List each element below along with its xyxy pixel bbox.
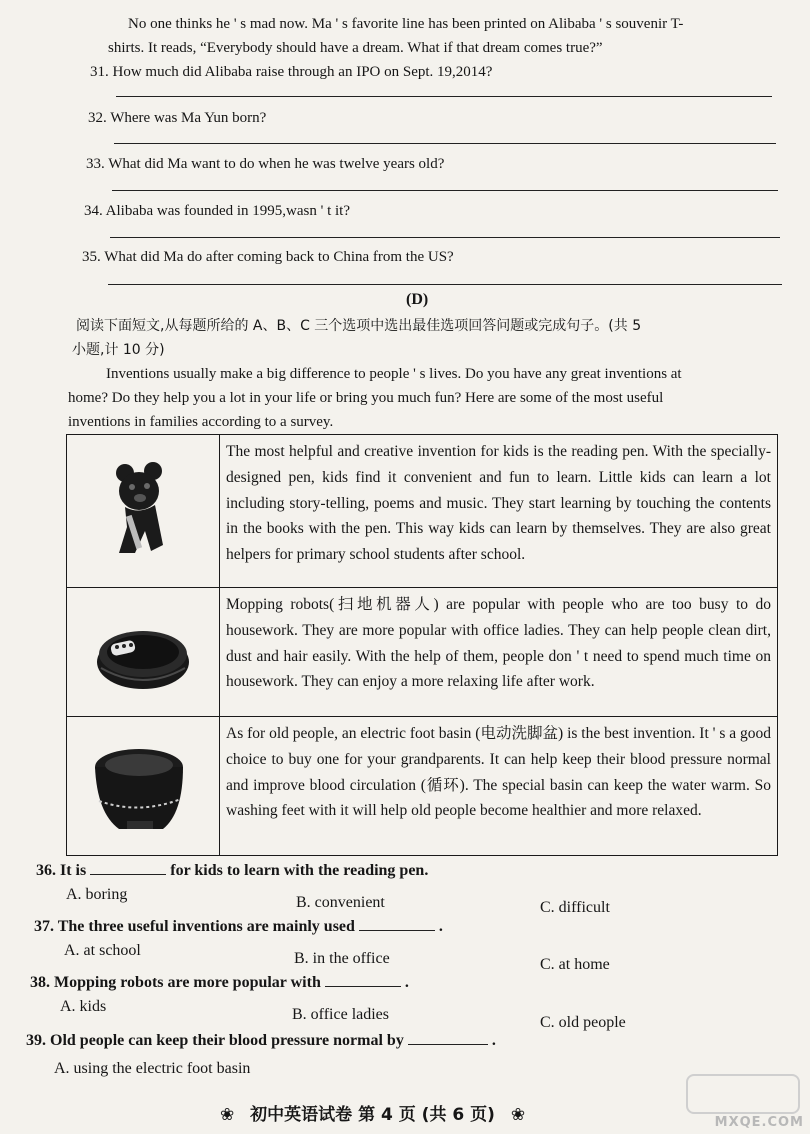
question-36-blank[interactable] — [90, 860, 166, 875]
option-36-b[interactable]: B. convenient — [296, 894, 385, 911]
question-34: 34. Alibaba was founded in 1995,wasn ' t it? — [84, 203, 350, 219]
option-37-a[interactable]: A. at school — [64, 942, 141, 959]
passage-c-line-2: shirts. It reads, “Everybody should have a dream. What if that dream comes true?” — [108, 40, 603, 56]
question-39-stem-end: . — [491, 1032, 496, 1049]
footer-flower-icon: ❀ — [510, 1105, 526, 1125]
mopping-robot-icon — [67, 588, 219, 716]
inventions-table — [66, 434, 778, 856]
answer-line-34[interactable] — [110, 237, 780, 238]
option-38-a[interactable]: A. kids — [60, 998, 107, 1015]
answer-line-31[interactable] — [116, 96, 772, 97]
question-35: 35. What did Ma do after coming back to China from the US? — [82, 249, 454, 265]
question-37-blank[interactable] — [359, 916, 435, 931]
table-image-cell — [67, 435, 220, 588]
table-image-cell — [67, 717, 220, 856]
question-31: 31. How much did Alibaba raise through an IPO on Sept. 19,2014? — [90, 64, 493, 80]
foot-basin-icon — [67, 717, 219, 855]
answer-line-33[interactable] — [112, 190, 778, 191]
question-38-blank[interactable] — [325, 972, 401, 987]
answer-line-35[interactable] — [108, 284, 782, 285]
option-37-c[interactable]: C. at home — [540, 956, 610, 973]
answer-line-32[interactable] — [114, 143, 776, 144]
question-38-stem: 38. Mopping robots are more popular with — [30, 974, 321, 991]
question-36 — [36, 860, 428, 880]
section-d-title: (D) — [406, 291, 429, 308]
option-36-a[interactable]: A. boring — [66, 886, 128, 903]
question-39-blank[interactable] — [408, 1030, 488, 1045]
question-36-stem-end: for kids to learn with the reading pen. — [170, 862, 429, 879]
passage-d-line-3: inventions in families according to a survey. — [68, 414, 334, 430]
question-33: 33. What did Ma want to do when he was twelve years old? — [86, 156, 445, 172]
section-d-instruction-2: 小题,计 10 分) — [72, 342, 165, 358]
question-38-stem-end: . — [404, 974, 409, 991]
option-38-b[interactable]: B. office ladies — [292, 1006, 390, 1023]
watermark-logo-icon — [686, 1074, 800, 1114]
option-36-c[interactable]: C. difficult — [540, 899, 610, 916]
option-38-c[interactable]: C. old people — [540, 1014, 626, 1031]
reading-pen-description: The most helpful and creative invention for kids is the reading pen. With the specially-designed pen, kids find it convenient and fun to learn. Little kids can learn a lot including story-telling, poems and music. They start learning by touching the contents in the books with the pen. This way kids can learn by themselves. They are also great helpers for primary school students after school. — [220, 435, 778, 588]
reading-pen-bear-icon — [67, 435, 219, 587]
table-row — [67, 717, 778, 856]
question-39-stem: 39. Old people can keep their blood pressure normal by — [26, 1032, 404, 1049]
question-38 — [30, 972, 409, 992]
section-d-instruction-1: 阅读下面短文,从每题所给的 A、B、C 三个选项中选出最佳选项回答问题或完成句子。(共 5 — [76, 318, 642, 334]
page-footer — [220, 1100, 525, 1125]
question-39 — [26, 1030, 496, 1050]
option-39-a[interactable]: A. using the electric foot basin — [54, 1060, 251, 1077]
foot-basin-description: As for old people, an electric foot basin (电动洗脚盆) is the best invention. It ' s a good choice to buy one for your grandparents. It can help keep their blood pressure normal and improve blood circulation (循环). The special basin can keep the water warm. So washing feet with it will help old people become healthier and more relaxed. — [220, 717, 778, 856]
footer-flower-icon: ❀ — [220, 1105, 235, 1125]
table-row — [67, 435, 778, 588]
option-37-b[interactable]: B. in the office — [294, 950, 390, 967]
watermark-text: MXQE.COM — [714, 1115, 804, 1130]
question-37-stem-end: . — [438, 918, 443, 935]
passage-d-line-1: Inventions usually make a big difference to people ' s lives. Do you have any great inventions at — [106, 366, 682, 382]
question-32: 32. Where was Ma Yun born? — [88, 110, 267, 126]
mopping-robot-description: Mopping robots(扫地机器人) are popular with people who are too busy to do housework. They are more popular with office ladies. They can help people clean dirt, dust and hair easily. With the help of them, people don ' t need to spend much time on housework. They can enjoy a more relaxing life after work. — [220, 588, 778, 717]
question-37-stem: 37. The three useful inventions are mainly used — [34, 918, 355, 935]
passage-d-line-2: home? Do they help you a lot in your life or bring you much fun? Here are some of the most useful — [68, 390, 664, 406]
question-37 — [34, 916, 443, 936]
question-36-stem: 36. It is — [36, 862, 87, 879]
table-image-cell — [67, 588, 220, 717]
footer-page-label: 初中英语试卷 第 4 页 (共 6 页) — [250, 1105, 495, 1125]
table-row — [67, 588, 778, 717]
passage-c-line-1: No one thinks he ' s mad now. Ma ' s favorite line has been printed on Alibaba ' s souvenir T- — [128, 16, 684, 32]
